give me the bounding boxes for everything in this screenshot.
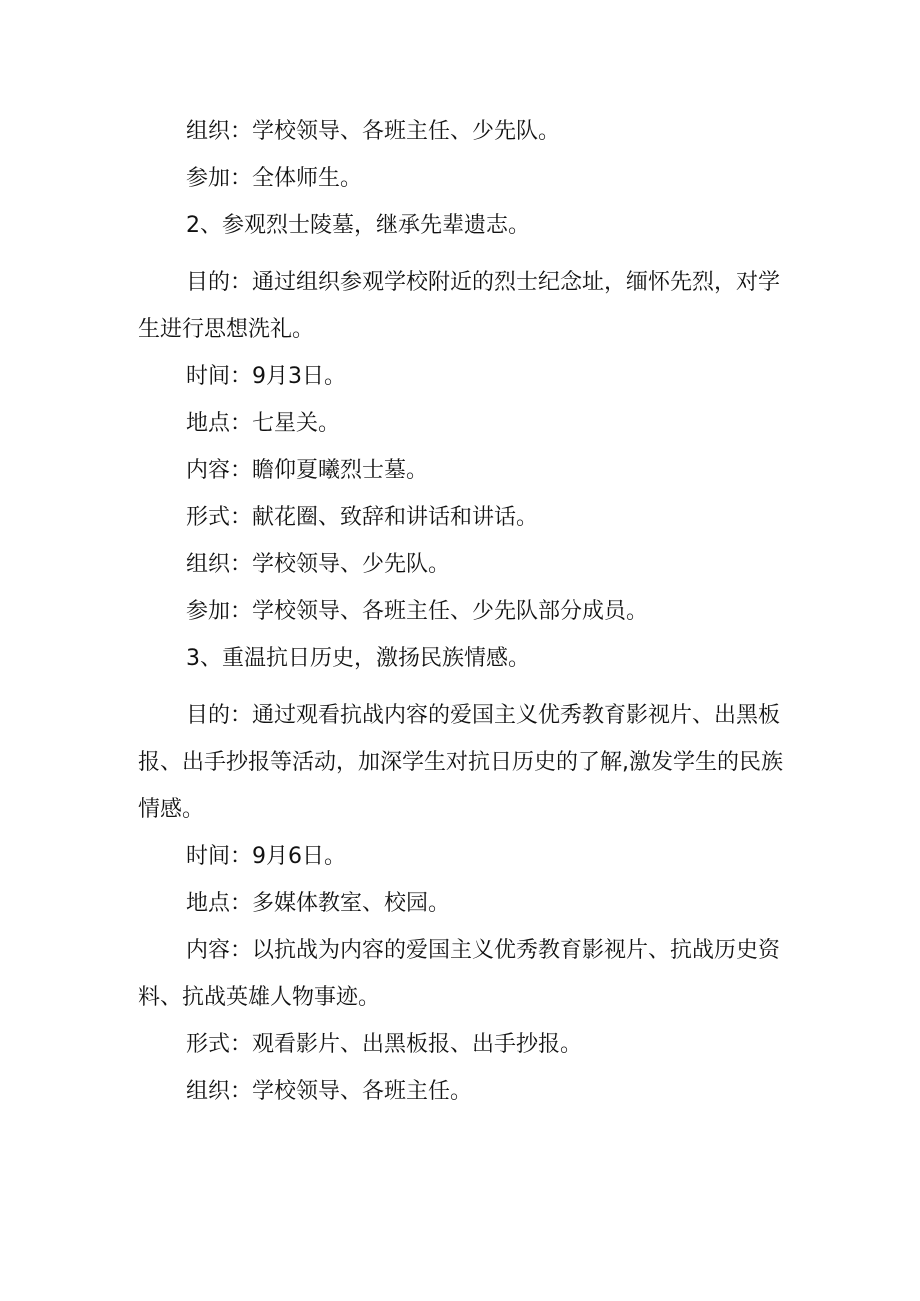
paragraph-time-3: 时间：9月6日。: [186, 844, 346, 869]
section-heading-2: 2、参观烈士陵墓，继承先辈遗志。: [186, 213, 530, 238]
paragraph-location-3: 地点：多媒体教室、校园。: [186, 891, 451, 916]
paragraph-organizer-2: 组织：学校领导、少先队。: [186, 552, 451, 577]
paragraph-format-3: 形式：观看影片、出黑板报、出手抄报。: [186, 1032, 583, 1057]
paragraph-organizer-3: 组织：学校领导、各班主任。: [186, 1079, 473, 1104]
paragraph-participants-2: 参加：学校领导、各班主任、少先队部分成员。: [186, 599, 649, 624]
paragraph-participants-1: 参加：全体师生。: [186, 166, 363, 191]
paragraph-purpose-3: 目的：通过观看抗战内容的爱国主义优秀教育影视片、出黑板报、出手抄报等活动，加深学生对抗日历史的了解,激发学生的民族情感。: [138, 703, 783, 822]
paragraph-time-2: 时间：9月3日。: [186, 364, 346, 389]
paragraph-content-3: 内容：以抗战为内容的爱国主义优秀教育影视片、抗战历史资料、抗战英雄人物事迹。: [138, 938, 781, 1010]
paragraph-organizer-1: 组织：学校领导、各班主任、少先队。: [186, 119, 561, 144]
paragraph-location-2: 地点：七星关。: [186, 411, 341, 436]
paragraph-content-2: 内容：瞻仰夏曦烈士墓。: [186, 458, 429, 483]
document-body: [138, 108, 798, 1115]
paragraph-purpose-2: 目的：通过组织参观学校附近的烈士纪念址，缅怀先烈，对学生进行思想洗礼。: [138, 270, 781, 342]
section-heading-3: 3、重温抗日历史，激扬民族情感。: [186, 646, 530, 671]
paragraph-format-2: 形式：献花圈、致辞和讲话和讲话。: [186, 505, 539, 530]
